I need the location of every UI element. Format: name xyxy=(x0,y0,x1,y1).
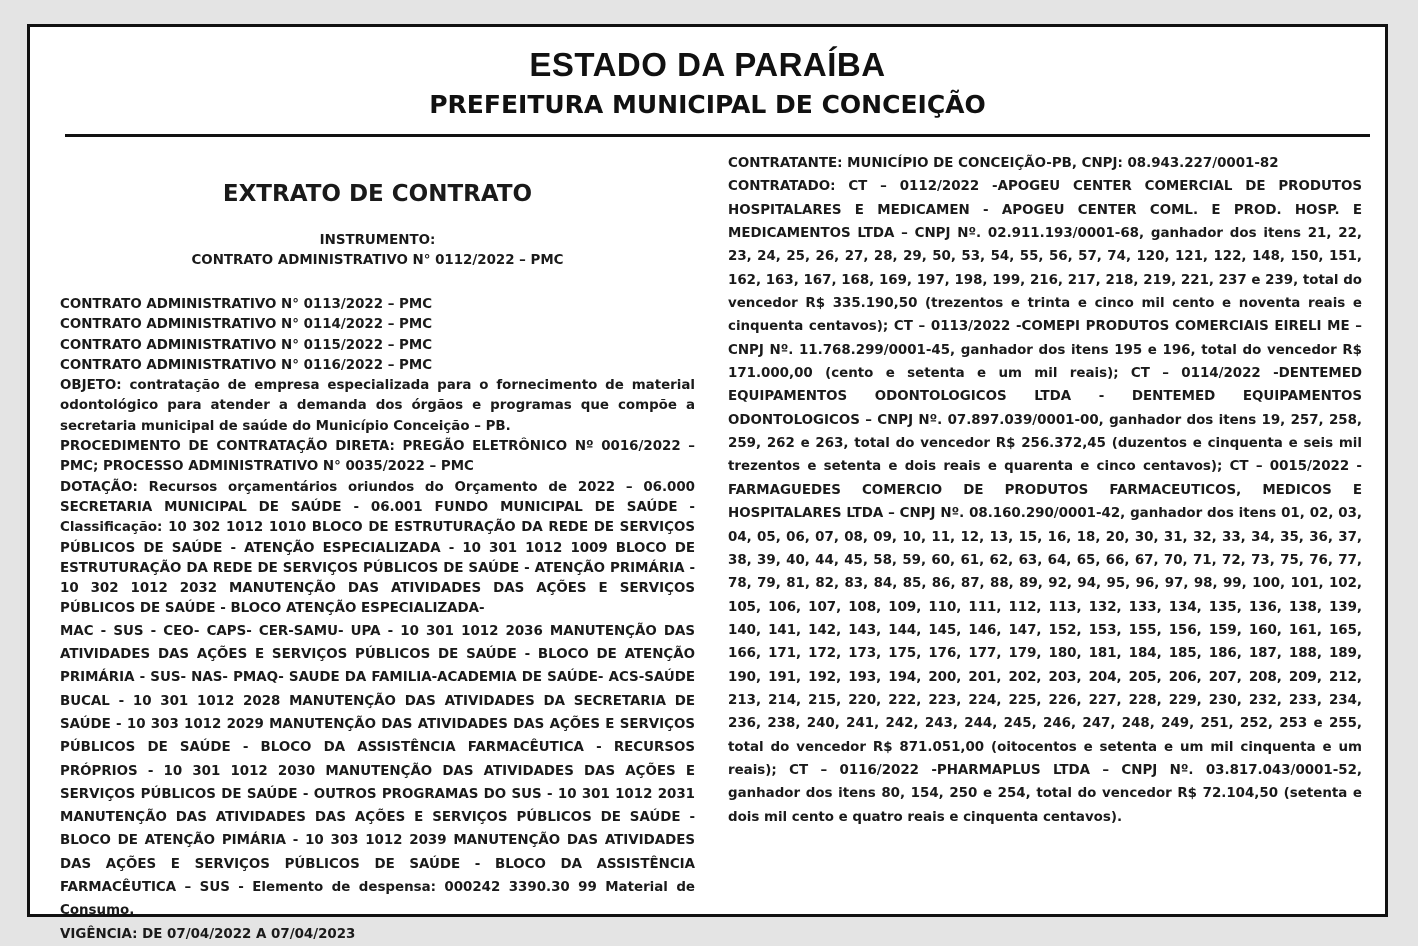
dotacao-paragraph: DOTAÇÃO: Recursos orçamentários oriundos do Orçamento de 2022 – 06.000 SECRETARIA MUNICIPAL DE SAÚDE - 06.001 FUNDO MUNICIPAL DE SAÚDE - Classificação: 10 302 1012 1010 BLOCO DE ESTRUTURAÇÃO DA REDE DE SERVIÇOS PÚBLICOS DE SAÚDE - ATENÇÃO ESPECIALIZADA - 10 301 1012 1009 BLOCO DE ESTRUTURAÇÃO DA REDE DE SERVIÇOS PÚBLICOS DE SAÚDE - ATENÇÃO PRIMÁRIA - 10 302 1012 2032 MANUTENÇÃO DAS ATIVIDADES DAS AÇÕES E SERVIÇOS PÚBLICOS DE SAÚDE - BLOCO ATENÇÃO ESPECIALIZADA- xyxy=(60,479,695,617)
state-heading: ESTADO DA PARAÍBA xyxy=(529,46,886,83)
contratado-paragraph: CONTRATADO: CT – 0112/2022 -APOGEU CENTER COMERCIAL DE PRODUTOS HOSPITALARES E MEDICAMEN - APOGEU CENTER COML. E PROD. HOSP. E MEDICAMENTOS LTDA – CNPJ Nº. 02.911.193/0001-68, ganhador dos itens 21, 22, 23, 24, 25, 26, 27, 28, 29, 50, 53, 54, 55, 56, 57, 74, 120, 121, 122, 148, 150, 151, 162, 163, 167, 168, 169, 197, 198, 199, 216, 217, 218, 219, 221, 237 e 239, total do vencedor R$ 335.190,50 (trezentos e trinta e cinco mil cento e noventa reais e cinquenta centavos); CT – 0113/2022 -COMEPI PRODUTOS COMERCIAIS EIRELI ME – CNPJ Nº. 11.768.299/0001-45, ganhador dos itens 195 e 196, total do vencedor R$ 171.000,00 (cento e setenta e um mil reais); CT – 0114/2022 -DENTEMED EQUIPAMENTOS ODONTOLOGICOS LTDA - DENTEMED EQUIPAMENTOS ODONTOLOGICOS – CNPJ Nº. 07.897.039/0001-00, ganhador dos itens 19, 257, 258, 259, 262 e 263, total do vencedor R$ 256.372,45 (duzentos e cinquenta e seis mil trezentos e setenta e dois reais e quarenta e cinco centavos); CT – 0015/2022 -FARMAGUEDES COMERCIO DE PRODUTOS FARMACEUTICOS, MEDICOS E HOSPITALARES LTDA – CNPJ Nº. 08.160.290/0001-42, ganhador dos itens 01, 02, 03, 04, 05, 06, 07, 08, 09, 10, 11, 12, 13, 15, 16, 18, 20, 30, 31, 32, 33, 34, 35, 36, 37, 38, 39, 40, 44, 45, 58, 59, 60, 61, 62, 63, 64, 65, 66, 67, 70, 71, 72, 73, 75, 76, 77, 78, 79, 81, 82, 83, 84, 85, 86, 87, 88, 89, 92, 94, 95, 96, 97, 98, 99, 100, 101, 102, 105, 106, 107, 108, 109, 110, 111, 112, 113, 132, 133, 134, 135, 136, 138, 139, 140, 141, 142, 143, 144, 145, 146, 147, 152, 153, 155, 156, 159, 160, 161, 165, 166, 171, 172, 173, 175, 176, 177, 179, 180, 181, 184, 185, 186, 187, 188, 189, 190, 191, 192, 193, 194, 200, 201, 202, 203, 204, 205, 206, 207, 208, 209, 212, 213, 214, 215, 220, 222, 223, 224, 225, 226, 227, 228, 229, 230, 232, 233, 234, 236, 238, 240, 241, 242, 243, 244, 245, 246, 247, 248, 249, 251, 252, 253 e 255, total do vencedor R$ 871.051,00 (oitocentos e setenta e um mil cinquenta e um reais); CT – 0116/2022 -PHARMAPLUS LTDA – CNPJ Nº. 03.817.043/0001-52, ganhador dos itens 80, 154, 250 e 254, total do vencedor R$ 72.104,50 (setenta e dois mil cento e quatro reais e cinquenta centavos). xyxy=(728,179,1362,825)
instrument-value: CONTRATO ADMINISTRATIVO N° 0112/2022 – PMC xyxy=(191,253,564,268)
header-divider xyxy=(65,134,1370,137)
procedimento-paragraph: PROCEDIMENTO DE CONTRATAÇÃO DIRETA: PREGÃO ELETRÔNICO Nº 0016/2022 – PMC; PROCESSO ADMINISTRATIVO N° 0035/2022 – PMC xyxy=(60,439,695,475)
dotacao-continuation: MAC - SUS - CEO- CAPS- CER-SAMU- UPA - 10 301 1012 2036 MANUTENÇÃO DAS ATIVIDADES DAS AÇÕES E SERVIÇOS PÚBLICOS DE SAÚDE - BLOCO DE ATENÇÃO PRIMÁRIA - SUS- NAS- PMAQ- SAUDE DA FAMILIA-ACADEMIA DE SAÚDE- ACS-SAÚDE BUCAL - 10 301 1012 2028 MANUTENÇÃO DAS ATIVIDADES DA SECRETARIA DE SAÚDE - 10 303 1012 2029 MANUTENÇÃO DAS ATIVIDADES DAS AÇÕES E SERVIÇOS PÚBLICOS DE SAÚDE - BLOCO DA ASSISTÊNCIA FARMACÊUTICA - RECURSOS PRÓPRIOS - 10 301 1012 2030 MANUTENÇÃO DAS ATIVIDADES DAS AÇÕES E SERVIÇOS PÚBLICOS DE SAÚDE - OUTROS PROGRAMAS DO SUS - 10 301 1012 2031 MANUTENÇÃO DAS ATIVIDADES DAS AÇÕES E SERVIÇOS PÚBLICOS DE SAÚDE - BLOCO DE ATENÇÃO PIMÁRIA - 10 303 1012 2039 MANUTENÇÃO DAS ATIVIDADES DAS AÇÕES E SERVIÇOS PÚBLICOS DE SAÚDE - BLOCO DA ASSISTÊNCIA FARMACÊUTICA – SUS - Elemento de despensa: 000242 3390.30 99 Material de Consumo. xyxy=(60,623,695,919)
document-title: EXTRATO DE CONTRATO xyxy=(222,181,533,207)
contract-line: CONTRATO ADMINISTRATIVO N° 0115/2022 – PMC xyxy=(60,337,433,353)
contratante-line: CONTRATANTE: MUNICÍPIO DE CONCEIÇÃO-PB, CNPJ: 08.943.227/0001-82 xyxy=(728,156,1279,171)
instrument-block xyxy=(60,231,695,271)
document-page xyxy=(27,24,1388,942)
left-column xyxy=(60,177,695,946)
contract-line: CONTRATO ADMINISTRATIVO N° 0114/2022 – PMC xyxy=(60,317,433,333)
instrument-label: INSTRUMENTO: xyxy=(319,233,436,248)
contract-line: CONTRATO ADMINISTRATIVO N° 0116/2022 – PMC xyxy=(60,357,433,373)
contract-line: CONTRATO ADMINISTRATIVO N° 0113/2022 – PMC xyxy=(60,297,433,312)
right-column xyxy=(728,152,1362,829)
objeto-paragraph: OBJETO: contratação de empresa especializada para o fornecimento de material odontológico para atender a demanda dos órgãos e programas que compõe a secretaria municipal de saúde do Município Conceição – PB. xyxy=(60,378,695,434)
municipality-heading: PREFEITURA MUNICIPAL DE CONCEIÇÃO xyxy=(429,90,986,119)
vigencia-line: VIGÊNCIA: DE 07/04/2022 A 07/04/2023 xyxy=(60,926,356,942)
